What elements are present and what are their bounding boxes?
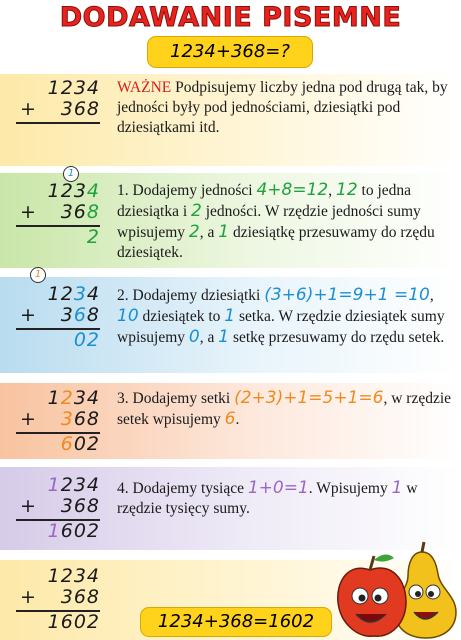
- calc-step1: 1234 + 368 2: [14, 181, 100, 248]
- addend-b: 368: [60, 98, 100, 120]
- carry-bubble: 1: [63, 166, 79, 182]
- step2-text: 2. Dodajemy dziesiątki (3+6)+1=9+1 =10, 10 dziesiątek to 1 setka. W rzędzie dziesiątek sumy wpisujemy 0, a 1 setkę przesuwamy do rzędu setek.: [117, 285, 445, 347]
- step3-text: 3. Dodajemy setki (2+3)+1=5+1=6, w rzędzie setek wpisujemy 6.: [117, 388, 452, 429]
- addend-a: 1234: [47, 77, 100, 99]
- important-text: [117, 78, 455, 138]
- partial-sum-2: 02: [73, 329, 100, 351]
- calc-final: 1234 + 368 1602: [14, 566, 100, 633]
- partial-sum-1: 2: [86, 226, 100, 248]
- calc-step4: 1234 + 368 1602: [14, 475, 100, 542]
- step4-text: 4. Dodajemy tysiące 1+0=1. Wpisujemy 1 w rzędzie tysięcy sumy.: [117, 478, 418, 517]
- carry-bubble: 1: [30, 267, 46, 283]
- plus-sign: +: [20, 98, 36, 120]
- question-banner: 1234+368=?: [147, 36, 313, 68]
- fruit-characters-illustration: [334, 540, 460, 640]
- apple-character: [338, 554, 406, 636]
- calc-important: [14, 78, 100, 120]
- calc-step3: 1234 + 368 602: [14, 388, 100, 455]
- important-label: WAŻNE: [117, 79, 172, 96]
- page-title: DODAWANIE PISEMNE: [59, 2, 402, 33]
- important-body: Podpisujemy liczby jedna pod drugą tak, by jedności były pod jednościami, dziesiątki pod dziesiątkami itd.: [117, 79, 448, 136]
- calc-step2: 1234 + 368 02: [14, 284, 100, 351]
- sum-line: [16, 122, 100, 124]
- step1-text: 1. Dodajemy jedności 4+8=12, 12 to jedna dziesiątka i 2 jedności. W rzędzie jedności sumy wpisujemy 2, a 1 dziesiątkę przesuwamy do rzędu dziesiątek.: [117, 180, 435, 261]
- answer-banner: 1234+368=1602: [140, 607, 332, 637]
